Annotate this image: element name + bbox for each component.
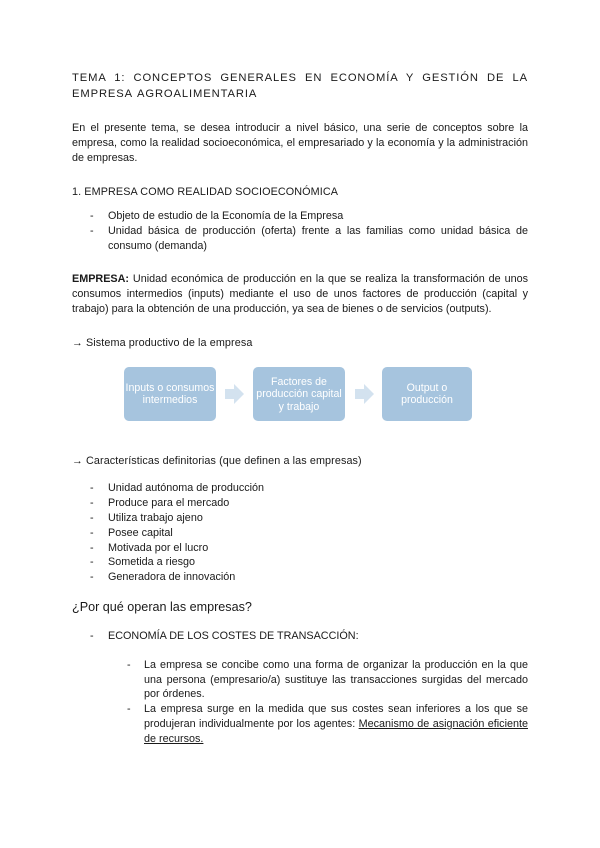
list-item <box>72 511 528 526</box>
inputs-box-label: Inputs o consumos intermedios <box>125 381 215 407</box>
transaction-heading: ECONOMÍA DE LOS COSTES DE TRANSACCIÓN: <box>108 629 359 642</box>
document-title: TEMA 1: CONCEPTOS GENERALES EN ECONOMÍA Y GESTIÓN DE LA EMPRESA AGROALIMENTARIA <box>72 72 528 100</box>
definition-paragraph <box>72 272 528 317</box>
list-item-text: Motivada por el lucro <box>108 541 209 554</box>
production-system-diagram <box>72 367 528 423</box>
dash-marker: - <box>90 210 94 222</box>
document-page <box>72 70 528 747</box>
list-item-text: Generadora de innovación <box>108 571 236 584</box>
list-item-text: Unidad autónoma de producción <box>108 482 265 495</box>
system-heading: → Sistema productivo de la empresa <box>72 337 253 350</box>
list-item-text: Posee capital <box>108 526 173 539</box>
factors-box <box>253 367 345 421</box>
dash-marker: - <box>90 629 94 642</box>
dash-marker: - <box>90 541 94 554</box>
definition-term: EMPRESA: <box>72 273 129 286</box>
dash-marker: - <box>90 497 94 510</box>
list-item-text: Sometida a riesgo <box>108 556 196 569</box>
underlined-phrase: Mecanismo de asignación eficiente de recursos. <box>144 717 528 745</box>
output-box-label: Output o producción <box>401 381 453 407</box>
list-item <box>72 702 528 746</box>
dash-marker: - <box>127 658 131 671</box>
list-item-text: Objeto de estudio de la Economía de la Empresa <box>108 210 344 222</box>
dash-marker: - <box>127 703 131 716</box>
list-item <box>72 481 528 496</box>
section-bullet-list <box>72 209 528 253</box>
question-heading: ¿Por qué operan las empresas? <box>72 599 252 614</box>
dash-marker: - <box>90 526 94 539</box>
right-arrow-icon <box>234 384 244 404</box>
list-item <box>72 570 528 585</box>
intro-paragraph: En el presente tema, se desea introducir a nivel básico, una serie de conceptos sobre la empresa, como la realidad socioeconómica, el empresariado y la economía y la administración de empresas. <box>72 122 528 164</box>
dash-marker: - <box>90 571 94 584</box>
transaction-points <box>72 658 528 747</box>
list-item-text: La empresa surge en la medida que sus costes sean inferiores a los que se produjeran individualmente por los agentes: <box>144 703 528 730</box>
list-item <box>72 496 528 511</box>
factors-box-label: Factores de producción capital y trabajo <box>256 375 342 413</box>
output-box <box>382 367 472 421</box>
list-item-text: La empresa se concibe como una forma de organizar la producción en la que una persona (empresario/a) sustituye las transacciones surgidas del mercado por órdenes. <box>144 658 528 701</box>
transaction-list <box>72 629 528 644</box>
list-item <box>72 629 528 644</box>
list-item <box>72 555 528 570</box>
list-item <box>72 526 528 541</box>
list-item-text: Produce para el mercado <box>108 497 230 510</box>
list-item-text: Unidad básica de producción (oferta) frente a las familias como unidad básica de consumo (demanda) <box>108 224 528 252</box>
list-item <box>72 224 528 254</box>
characteristics-list <box>72 481 528 585</box>
inputs-box <box>124 367 216 421</box>
dash-marker: - <box>90 556 94 569</box>
right-arrow-icon <box>364 384 374 404</box>
list-item <box>72 658 528 702</box>
characteristics-heading: → Características definitorias (que definen a las empresas) <box>72 455 362 468</box>
dash-marker: - <box>90 224 94 237</box>
definition-text: Unidad económica de producción en la que se realiza la transformación de unos consumos intermedios (inputs) mediante el uso de unos factores de producción (capital y trabajo) para la obtención de una producción, ya sea de bienes o de servicios (outputs). <box>72 273 528 316</box>
dash-marker: - <box>90 511 94 524</box>
list-item <box>72 541 528 556</box>
dash-marker: - <box>90 482 94 495</box>
section-heading: 1. EMPRESA COMO REALIDAD SOCIOECONÓMICA <box>72 186 339 198</box>
list-item <box>72 209 528 224</box>
list-item-text: Utiliza trabajo ajeno <box>108 511 203 524</box>
